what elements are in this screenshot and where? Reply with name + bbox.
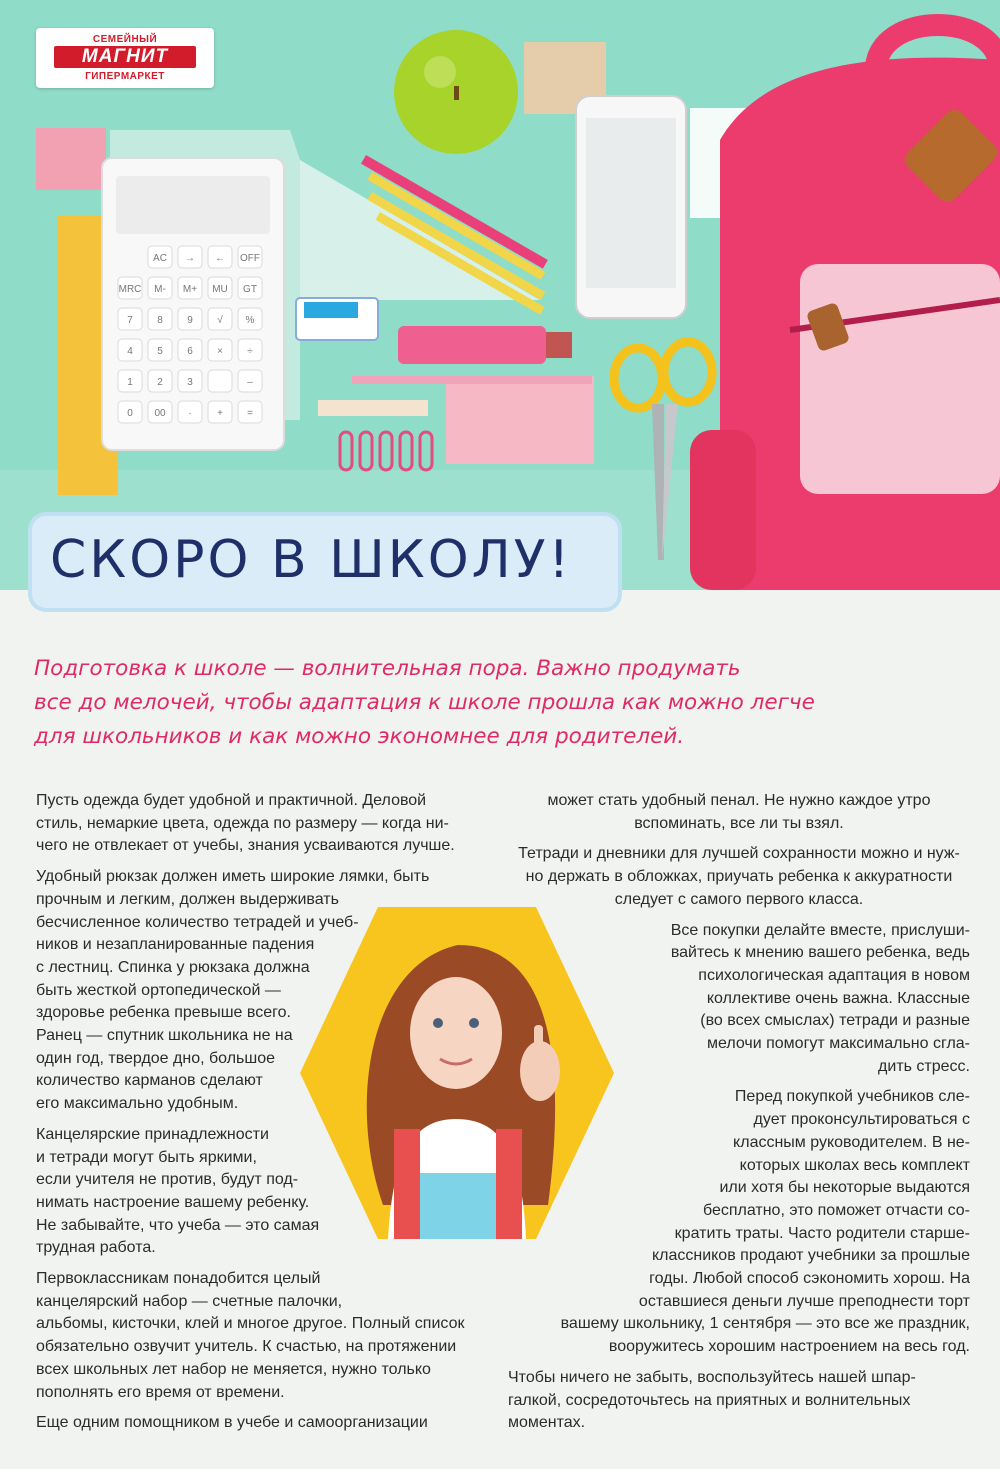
text-line: может стать удобный пенал. Не нужно каждое утро [547, 792, 931, 809]
stationery-flatlay [0, 0, 1000, 590]
right-column [508, 790, 970, 1443]
calculator-key-label: ← [215, 253, 225, 264]
calculator-key-label: 6 [187, 346, 193, 357]
calculator-key-label: OFF [240, 253, 260, 264]
text-line: и тетради могут быть яркими, [36, 1148, 257, 1166]
text-line: Удобный рюкзак должен иметь широкие лямки, быть [36, 868, 430, 886]
highlighter [398, 326, 546, 364]
text-line: количество карманов сделают [36, 1072, 263, 1090]
text-line: Все покупки делайте вместе, прислуши- [670, 921, 970, 939]
text-line: вайтесь к мнению вашего ребенка, ведь [670, 944, 970, 962]
calculator-key-label: · [188, 408, 192, 419]
text-line: всех школьных лет набор не меняется, нужно только [36, 1360, 431, 1378]
logo-line-1: СЕМЕЙНЫЙ [92, 34, 158, 45]
text-line: чего не отвлекает от учебы, знания усваиваются лучше. [36, 837, 455, 855]
text-line: классников продают учебники за прошлые [651, 1247, 970, 1265]
calculator-key-label: – [247, 377, 253, 388]
text-line: Еще одним помощником в учебе и самоорганизации [36, 1414, 428, 1432]
calculator-key-label: GT [243, 284, 257, 295]
calculator-key-label: 7 [127, 315, 133, 326]
title-banner [32, 516, 618, 608]
paragraph-first-graders [36, 1268, 496, 1404]
text-line: Перед покупкой учебников сле- [734, 1088, 970, 1106]
text-line: кратить траты. Часто родители старше- [674, 1224, 970, 1242]
paragraph-clothing [36, 790, 496, 858]
text-line: годы. Любой способ сэкономить хорош. На [649, 1270, 970, 1288]
text-line: коллективе очень важна. Классные [706, 989, 970, 1007]
calculator-key-label: + [217, 408, 223, 419]
paragraph-shopping [508, 920, 970, 1079]
paragraph-notebooks [508, 843, 970, 911]
text-line: здоровье ребенка превыше всего. [36, 1004, 291, 1022]
text-line: нимать настроение вашему ребенку. [36, 1193, 310, 1211]
logo-wordmark: МАГНИТ [54, 46, 196, 68]
text-line: дует проконсультироваться с [753, 1111, 970, 1129]
calculator-key-label: 9 [187, 315, 193, 326]
text-line: но держать в обложках, приучать ребенка к аккуратности [525, 868, 953, 886]
lead-line: для школьников и как можно экономнее для родителей. [34, 724, 685, 749]
apple-icon [394, 30, 518, 154]
calculator-key-label: M- [154, 284, 166, 295]
calculator-key-label: 1 [127, 377, 133, 388]
pink-paper [446, 376, 594, 464]
lead-paragraph [34, 652, 934, 754]
page-title: СКОРО В ШКОЛУ! [50, 530, 573, 590]
text-line: с лестниц. Спинка у рюкзака должна [36, 958, 310, 976]
paragraph-textbooks [508, 1086, 970, 1358]
text-line: бесчисленное количество тетрадей и учеб- [36, 913, 359, 931]
text-line: классным руководителем. В не- [733, 1133, 970, 1151]
left-column [36, 790, 496, 1443]
text-line: оставшиеся деньги лучше преподнести торт [638, 1292, 970, 1310]
text-line: стиль, немаркие цвета, одежда по размеру — когда ни- [36, 814, 449, 832]
calculator-key [208, 370, 232, 392]
calculator-key-label: 2 [157, 377, 163, 388]
calculator-key-label: 8 [157, 315, 163, 326]
text-line: альбомы, кисточки, клей и многое другое. Полный список [36, 1315, 465, 1333]
text-line: Пусть одежда будет удобной и практичной. Деловой [36, 792, 427, 809]
calculator-key-label: % [245, 315, 255, 326]
calculator-key-label: 4 [127, 346, 133, 357]
text-line: его максимально удобным. [36, 1095, 239, 1113]
calculator-key-label: = [247, 408, 253, 419]
calculator-key-label: 5 [157, 346, 163, 357]
paragraph-backpack [36, 866, 496, 1116]
text-line: Первоклассникам понадобится целый [36, 1270, 321, 1288]
calculator-key-label: √ [217, 315, 223, 326]
sticky-note-pink [36, 128, 106, 190]
text-line: Канцелярские принадлежности [36, 1125, 269, 1143]
smartphone-icon [576, 96, 686, 318]
lead-line: все до мелочей, чтобы адаптация к школе прошла как можно легче [34, 690, 815, 715]
calculator-key-label: ÷ [247, 346, 253, 357]
logo-line-3: ГИПЕРМАРКЕТ [85, 71, 165, 82]
text-line: быть жесткой ортопедической — [36, 981, 281, 999]
calculator-key-label: M+ [182, 284, 198, 295]
paragraph-cheat-sheet [508, 1367, 970, 1435]
text-line: бесплатно, это поможет отчасти со- [702, 1201, 970, 1219]
text-line: мелочи помогут максимально сгла- [706, 1035, 970, 1053]
calculator-key-label: MU [212, 284, 228, 295]
text-line: или хотя бы некоторые выдаются [719, 1179, 970, 1197]
text-line: обязательно озвучит учитель. К счастью, на протяжении [36, 1338, 457, 1356]
text-line: прочным и легким, должен выдерживать [36, 890, 339, 908]
calculator-key-label: AC [153, 253, 167, 264]
text-line: Тетради и дневники для лучшей сохранности можно и нуж- [518, 845, 960, 863]
paragraph-pencil-case [508, 790, 970, 835]
text-line: вспоминать, все ли ты взял. [634, 814, 844, 832]
calculator-key-label: MRC [118, 284, 142, 295]
calculator-key-label: 0 [127, 408, 133, 419]
text-line: канцелярский набор — счетные палочки, [36, 1292, 343, 1310]
paragraph-helper [36, 1412, 496, 1435]
lead-line: Подготовка к школе — волнительная пора. Важно продумать [34, 656, 741, 681]
calculator-icon [102, 158, 284, 450]
magnit-logo [36, 28, 214, 88]
text-line: Чтобы ничего не забыть, воспользуйтесь нашей шпар- [508, 1368, 916, 1386]
text-line: дить стресс. [878, 1057, 970, 1075]
text-line: ников и незапланированные падения [36, 936, 315, 954]
calculator-key-label: 3 [187, 377, 193, 388]
text-line: следует с самого первого класса. [614, 890, 864, 908]
text-line: вашему школьнику, 1 сентября — это все же праздник, [560, 1315, 970, 1333]
text-line: трудная работа. [36, 1239, 156, 1257]
calculator-key-label: 00 [154, 408, 166, 419]
hero-illustration [0, 0, 1000, 590]
text-line: (во всех смыслах) тетради и разные [700, 1012, 970, 1030]
text-line: пополнять его время от времени. [36, 1383, 285, 1401]
text-line: если учителя не против, будут под- [36, 1171, 299, 1189]
text-line: Не забывайте, что учеба — это самая [36, 1216, 320, 1234]
calculator-key-label: → [185, 253, 195, 264]
text-line: которых школах весь комплект [739, 1156, 970, 1174]
text-line: психологическая адаптация в новом [698, 966, 970, 984]
calculator-key-label: × [217, 346, 223, 357]
paragraph-stationery [36, 1124, 496, 1260]
text-line: моментах. [508, 1414, 586, 1432]
text-line: галкой, сосредоточьтесь на приятных и волнительных [508, 1391, 911, 1409]
text-line: Ранец — спутник школьника не на [36, 1027, 293, 1045]
text-line: один год, твердое дно, большое [36, 1049, 275, 1067]
text-line: вооружитесь хорошим настроением на весь год. [608, 1338, 970, 1356]
